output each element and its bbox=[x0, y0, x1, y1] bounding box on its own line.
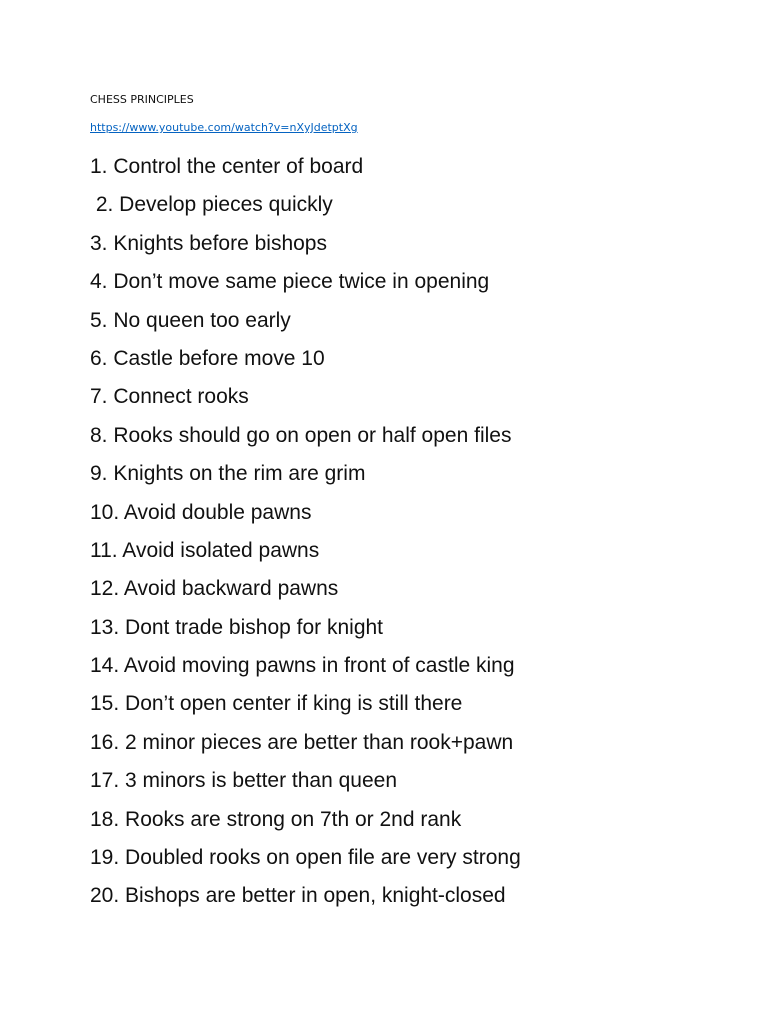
principle-item: 12. Avoid backward pawns bbox=[90, 577, 339, 601]
principle-item: 4. Don’t move same piece twice in opening bbox=[90, 270, 490, 294]
principle-item: 9. Knights on the rim are grim bbox=[90, 462, 366, 486]
principle-item: 13. Dont trade bishop for knight bbox=[90, 615, 384, 639]
principle-item: 11. Avoid isolated pawns bbox=[90, 538, 320, 562]
principle-item: 17. 3 minors is better than queen bbox=[90, 769, 398, 793]
document-title: CHESS PRINCIPLES bbox=[90, 93, 194, 106]
principle-item: 8. Rooks should go on open or half open files bbox=[90, 423, 512, 447]
principle-item: 20. Bishops are better in open, knight-closed bbox=[90, 884, 506, 908]
principle-item: 3. Knights before bishops bbox=[90, 231, 327, 255]
principles-list bbox=[90, 148, 521, 916]
youtube-link[interactable]: https://www.youtube.com/watch?v=nXyJdetptXg bbox=[90, 121, 358, 134]
principle-item: 2. Develop pieces quickly bbox=[90, 193, 333, 217]
principle-item: 16. 2 minor pieces are better than rook+pawn bbox=[90, 730, 514, 754]
principle-item: 18. Rooks are strong on 7th or 2nd rank bbox=[90, 807, 462, 831]
principle-item: 14. Avoid moving pawns in front of castle king bbox=[90, 654, 515, 678]
principle-item: 1. Control the center of board bbox=[90, 155, 364, 178]
principle-item: 10. Avoid double pawns bbox=[90, 500, 312, 524]
principle-item: 19. Doubled rooks on open file are very strong bbox=[90, 846, 521, 870]
principle-item: 5. No queen too early bbox=[90, 308, 291, 332]
principle-item: 7. Connect rooks bbox=[90, 385, 249, 409]
principle-item: 15. Don’t open center if king is still there bbox=[90, 692, 463, 716]
principle-item: 6. Castle before move 10 bbox=[90, 346, 325, 370]
